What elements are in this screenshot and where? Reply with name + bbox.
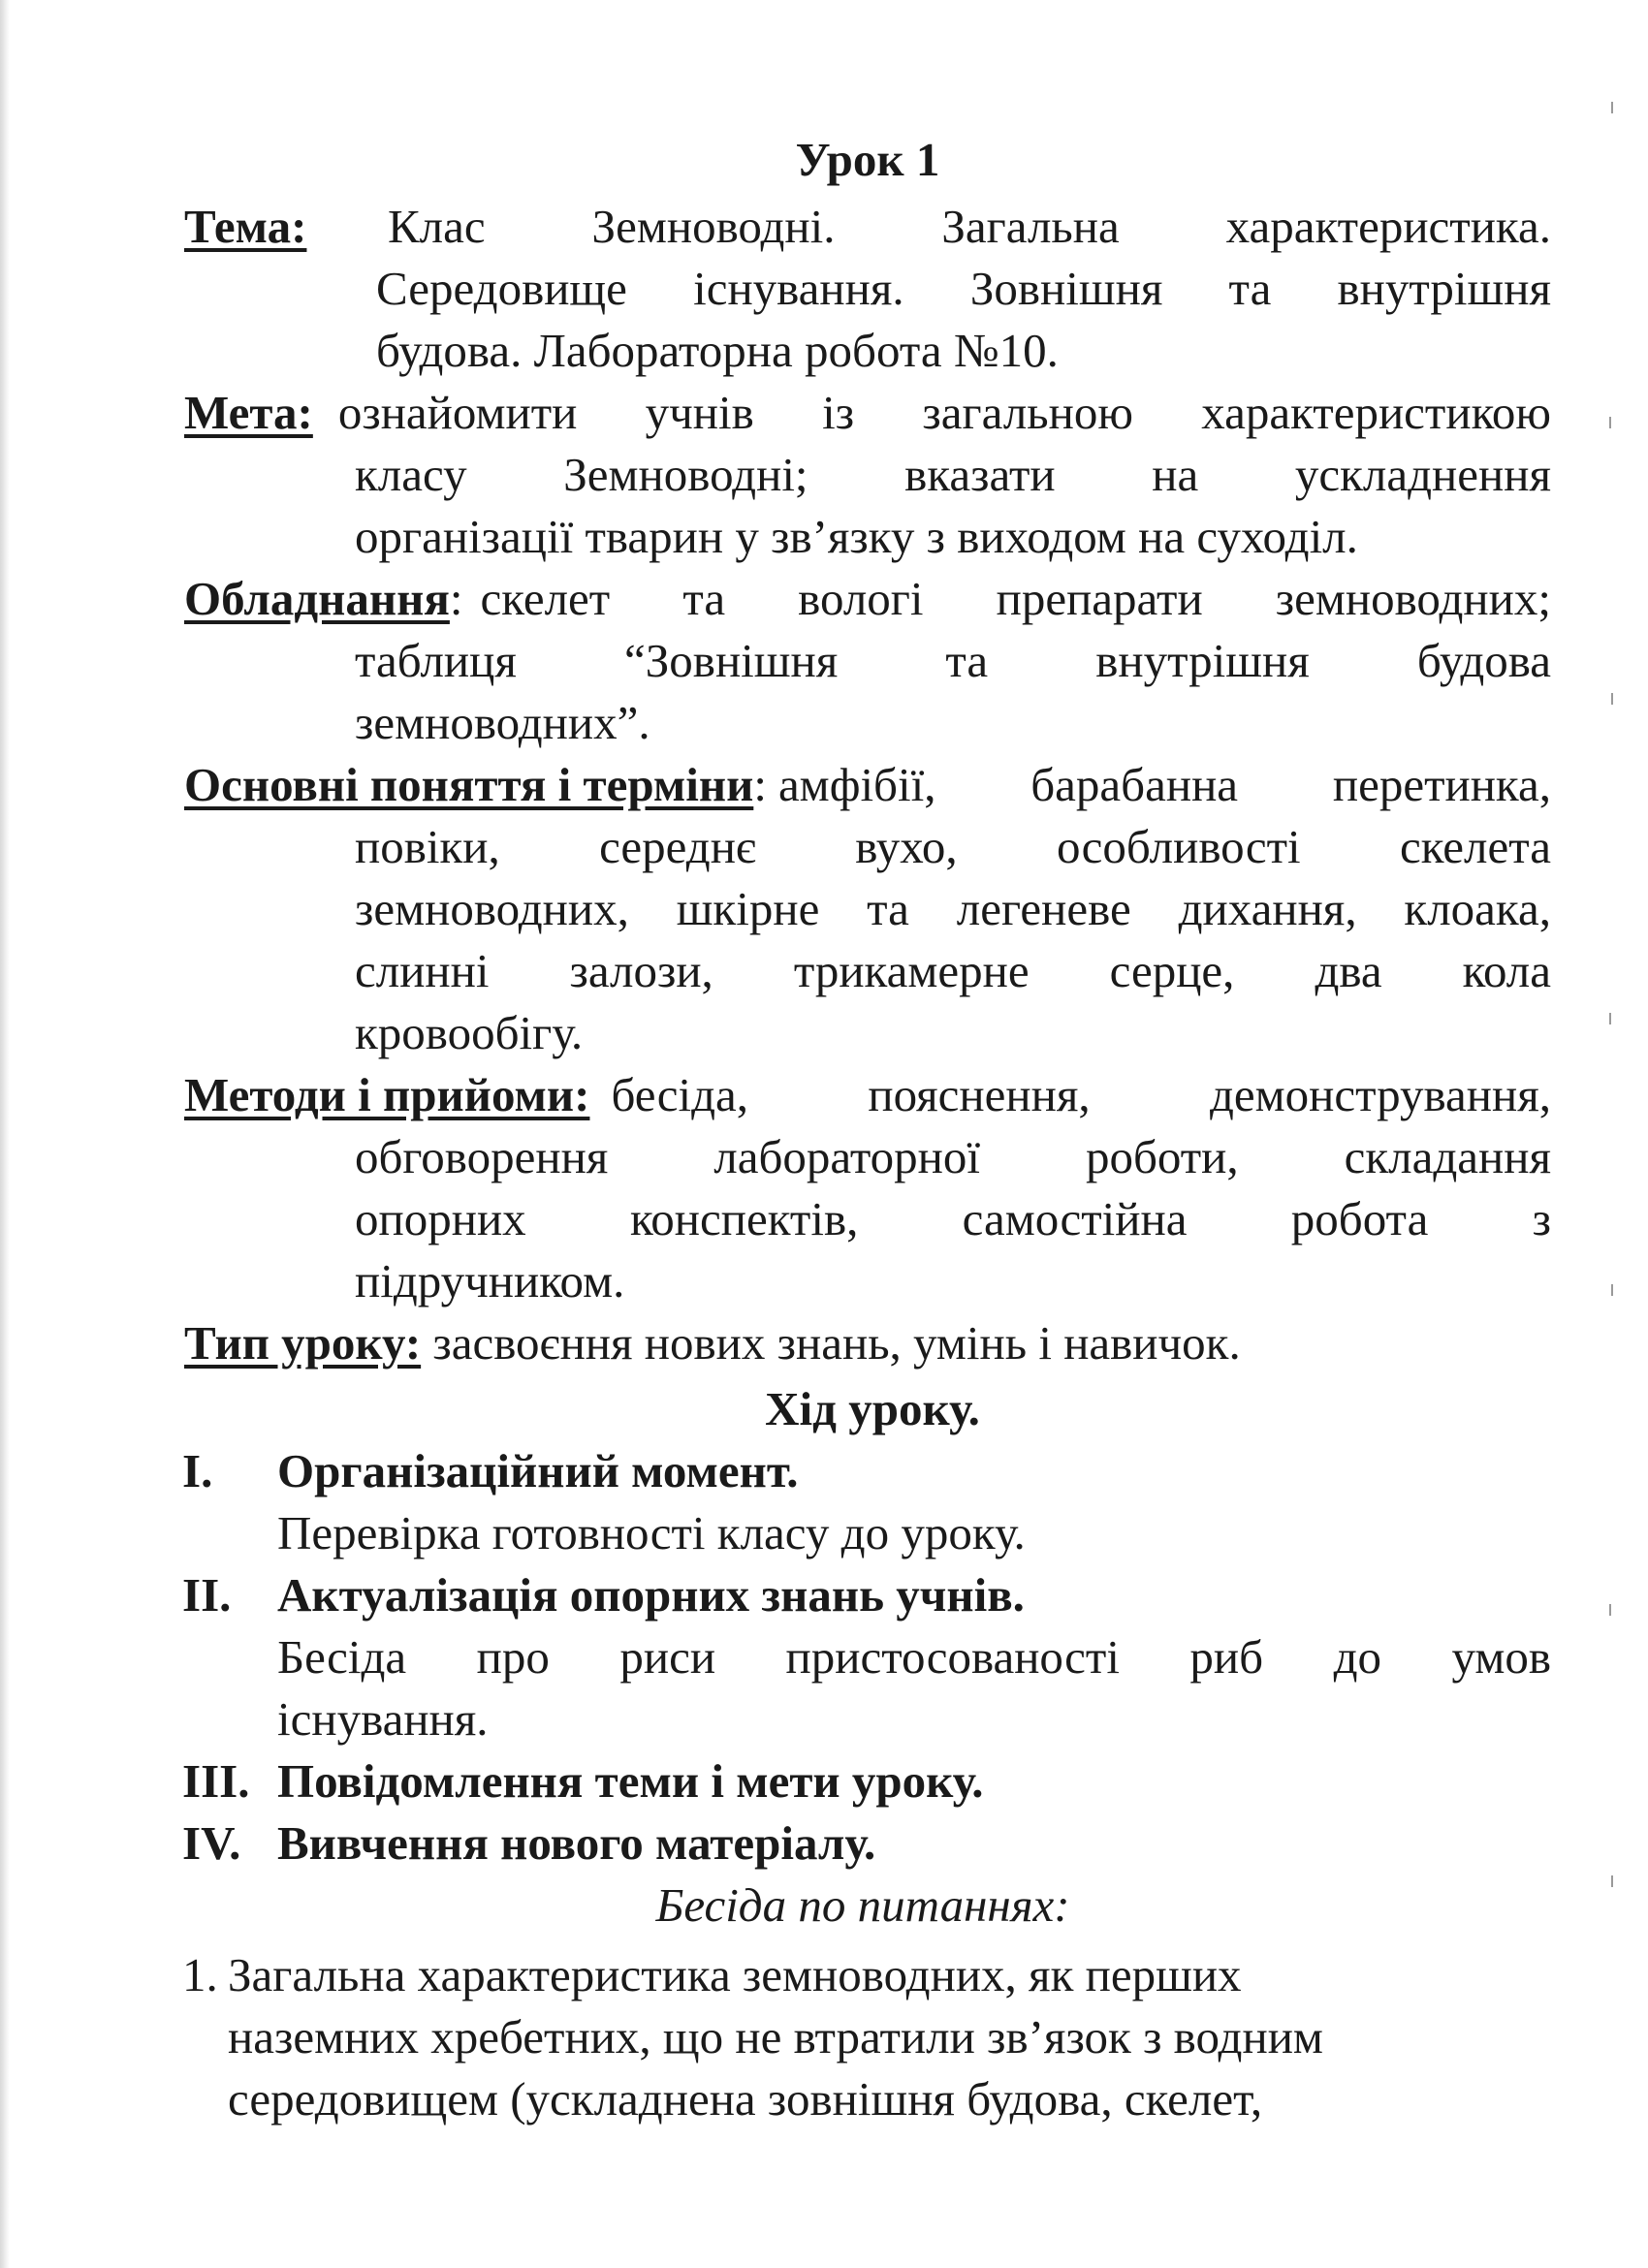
stage-number: II. <box>182 1568 232 1622</box>
scan-speck <box>1609 1604 1611 1616</box>
goal-field <box>184 382 1551 568</box>
stage-number: I. <box>182 1444 213 1497</box>
goal-line: ознайомити учнів із загальною характеристикою <box>337 386 1551 439</box>
question-text <box>228 1944 1488 2130</box>
methods-label: Методи і прийоми: <box>184 1068 590 1121</box>
methods-line: обговорення лабораторної роботи, складання <box>355 1130 1551 1183</box>
scan-speck <box>1609 417 1611 428</box>
stage-number: IV. <box>182 1816 241 1870</box>
methods-line: бесіда, пояснення, демонстрування, <box>611 1068 1551 1121</box>
methods-line: підручником. <box>355 1254 625 1307</box>
stage-number: III. <box>182 1754 250 1808</box>
methods-field <box>184 1064 1551 1312</box>
topic-line: Клас Земноводні. Загальна характеристика. <box>388 200 1551 253</box>
lesson-type-field <box>184 1312 1551 1374</box>
lesson-progress-heading: Хід уроку. <box>765 1382 980 1435</box>
scan-speck <box>1611 1284 1613 1296</box>
discussion-heading: Бесіда по питаннях: <box>655 1878 1070 1932</box>
stage-text: Бесіда про риси пристосованості риб до умов <box>277 1630 1551 1684</box>
terms-line: амфібії, барабанна перетинка, <box>777 758 1551 811</box>
question-line: Загальна характеристика земноводних, як перших <box>228 1948 1242 2001</box>
stage-text: Перевірка готовності класу до уроку. <box>277 1506 1026 1559</box>
lesson-title: Урок 1 <box>795 133 940 186</box>
terms-label: Основні поняття і терміни <box>184 758 754 811</box>
goal-label: Мета: <box>184 386 313 439</box>
terms-line: кровообігу. <box>355 1006 584 1059</box>
terms-line: повіки, середнє вухо, особливості скелета <box>355 820 1551 873</box>
equipment-line: скелет та вологі препарати земноводних; <box>480 572 1551 625</box>
scan-speck <box>1611 102 1613 113</box>
topic-label: Тема: <box>184 200 307 253</box>
topic-line: будова. Лабораторна робота №10. <box>376 324 1059 377</box>
equipment-field <box>184 568 1551 754</box>
lesson-type-value: засвоєння нових знань, умінь і навичок. <box>432 1316 1241 1370</box>
stage-text: існування. <box>277 1692 489 1746</box>
terms-line: слинні залози, трикамерне серце, два кола <box>355 944 1551 997</box>
stage-title: Актуалізація опорних знань учнів. <box>277 1568 1025 1622</box>
equipment-label: Обладнання <box>184 572 450 625</box>
scan-speck <box>1611 693 1613 705</box>
question-line: наземних хребетних, що не втратили зв’язок з водним <box>228 2010 1323 2063</box>
topic-field <box>184 196 1551 382</box>
goal-line: організації тварин у зв’язку з виходом на суходіл. <box>355 510 1358 563</box>
equipment-line: земноводних”. <box>355 696 650 749</box>
terms-field <box>184 754 1551 1064</box>
equipment-colon: : <box>449 572 463 625</box>
topic-line: Середовище існування. Зовнішня та внутрішня <box>376 262 1551 315</box>
stage-title: Повідомлення теми і мети уроку. <box>277 1754 984 1808</box>
methods-line: опорних конспектів, самостійна робота з <box>355 1192 1551 1245</box>
equipment-line: таблиця “Зовнішня та внутрішня будова <box>355 634 1551 687</box>
question-number: 1. <box>182 1948 218 2001</box>
question-line: середовищем (ускладнена зовнішня будова, скелет, <box>228 2072 1263 2126</box>
terms-line: земноводних, шкірне та легеневе дихання, клоака, <box>355 882 1551 935</box>
stage-title: Організаційний момент. <box>277 1444 799 1497</box>
scan-speck <box>1609 1013 1611 1024</box>
terms-colon: : <box>753 758 767 811</box>
stage-title: Вивчення нового матеріалу. <box>277 1816 876 1870</box>
lesson-type-label: Тип уроку: <box>184 1316 422 1370</box>
goal-line: класу Земноводні; вказати на ускладнення <box>355 448 1551 501</box>
